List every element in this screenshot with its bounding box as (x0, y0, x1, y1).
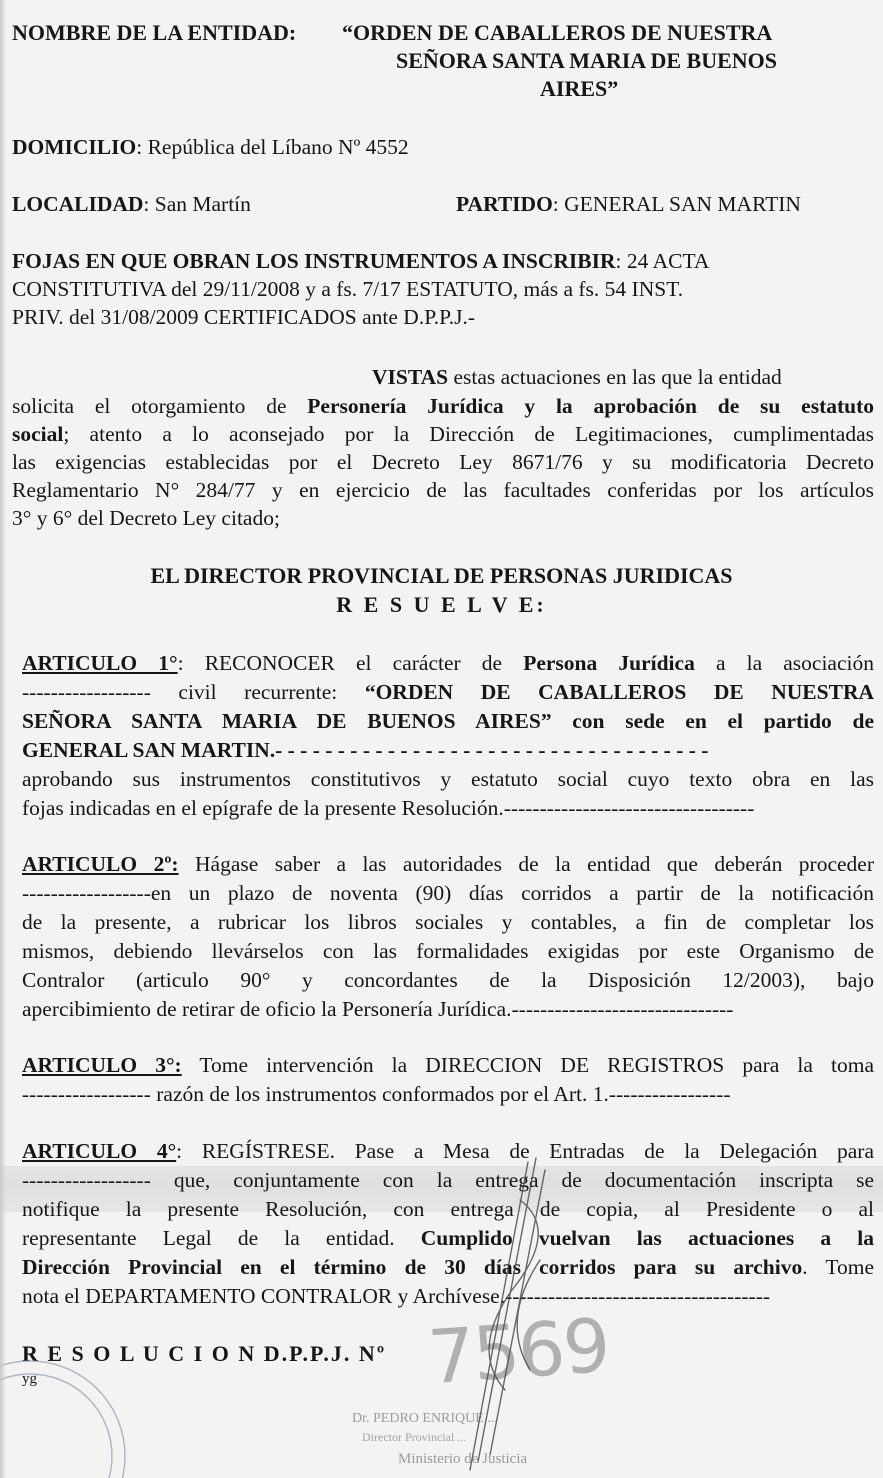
entity-label: NOMBRE DE LA ENTIDAD: (12, 20, 297, 45)
domicilio-value: : República del Líbano Nº 4552 (136, 135, 409, 159)
partido-label: PARTIDO (456, 192, 553, 216)
stamp-line2: Director Provincial ... (362, 1430, 467, 1444)
vistas-line1-text: estas actuaciones en las que la entidad (448, 365, 782, 389)
art4-line1-text: : REGÍSTRESE. Pase a Mesa de Entradas de la Delegación para (176, 1139, 874, 1163)
initials: yg (22, 1371, 37, 1387)
art1-line2-text: ------------------ civil recurrente: (22, 680, 365, 704)
art2-line2: ------------------en un plazo de noventa (90) días corridos a partir de la notificación (22, 881, 874, 905)
official-seal (0, 1346, 140, 1478)
art1-line1-bold: Persona Jurídica (523, 651, 695, 675)
art2-line3: de la presente, a rubricar los libros sociales y contables, a fin de completar los (22, 910, 874, 934)
art4-line5-text: . Tome (802, 1255, 874, 1279)
domicilio-row (12, 134, 409, 160)
art2-line1 (22, 851, 874, 877)
art2-line4: mismos, debiendo llevárselos con las formalidades exigidas por este Organismo de (22, 939, 874, 963)
entity-name-line2: SEÑORA SANTA MARIA DE BUENOS (396, 48, 778, 73)
resolucion-label: R E S O L U C I O N D.P.P.J. Nº (22, 1341, 387, 1366)
vistas-line3 (12, 421, 874, 447)
art3-line2: ------------------ razón de los instrumentos conformados por el Art. 1.----------------- (22, 1082, 731, 1106)
handwritten-resolution-number: 7569 (425, 1302, 612, 1402)
vistas-line5: Reglamentario N° 284/77 y en ejercicio de las facultades conferidas por los artículos (12, 478, 874, 502)
vistas-keyword: VISTAS (372, 365, 449, 389)
partido-value: : GENERAL SAN MARTIN (552, 192, 801, 216)
vistas-line3-text: ; atento a lo aconsejado por la Dirección de Legitimaciones, cumplimentadas (63, 422, 874, 446)
art3-line1 (22, 1052, 874, 1078)
localidad-label: LOCALIDAD (12, 192, 144, 216)
art4-line3: notifique la presente Resolución, con entrega de copia, al Presidente o al (22, 1197, 874, 1221)
art1-line6: fojas indicadas en el epígrafe de la presente Resolución.----------------------------------- (22, 796, 755, 820)
localidad-row (12, 191, 251, 217)
vistas-line3-bold: social (12, 422, 64, 446)
entity-name-line1: “ORDEN DE CABALLEROS DE NUESTRA (342, 20, 773, 45)
vistas-line2-bold: Personería Jurídica y la aprobación de su estatuto (307, 394, 875, 418)
art4-line4-bold: Cumplido vuelvan las actuaciones a la (420, 1226, 874, 1250)
art1-line1-text-b: a la asociación (694, 651, 874, 675)
art2-label: ARTICULO 2º: (22, 852, 179, 876)
entity-name-line3: AIRES” (540, 76, 619, 101)
stamp-line3: Ministerio de Justicia (398, 1451, 528, 1467)
art2-line6: apercibimiento de retirar de oficio la Personería Jurídica.------------------------------- (22, 997, 734, 1021)
art1-line4: GENERAL SAN MARTIN.- - - - - - - - - - - - - - - - - - - - - - - - - - - - - - - - - - - (22, 738, 709, 762)
art3-label: ARTICULO 3°: (22, 1053, 182, 1077)
fojas-value: : 24 ACTA (615, 249, 710, 273)
fojas-label: FOJAS EN QUE OBRAN LOS INSTRUMENTOS A INSCRIBIR (12, 249, 616, 273)
art1-line2 (22, 679, 874, 705)
vistas-line1 (372, 364, 782, 390)
localidad-value: : San Martín (143, 192, 251, 216)
art1-line1 (22, 650, 874, 676)
director-title: EL DIRECTOR PROVINCIAL DE PERSONAS JURIDICAS (150, 563, 733, 588)
fojas-row (12, 248, 709, 274)
art4-label: ARTICULO 4° (22, 1139, 177, 1163)
vistas-line2-text: solicita el otorgamiento de (12, 394, 308, 418)
art4-line2: ------------------ que, conjuntamente con la entrega de documentación inscripta se (22, 1168, 874, 1192)
art4-line6: nota el DEPARTAMENTO CONTRALOR y Archívese.------------------------------------- (22, 1284, 771, 1308)
vistas-line6: 3° y 6° del Decreto Ley citado; (12, 506, 280, 530)
art1-label: ARTICULO 1° (22, 651, 178, 675)
art2-line5: Contralor (articulo 90° y concordantes de la Disposición 12/2003), bajo (22, 968, 874, 992)
art4-line5-bold: Dirección Provincial en el término de 30 días corridos para su archivo (22, 1255, 803, 1279)
domicilio-label: DOMICILIO (12, 135, 137, 159)
partido-row (456, 191, 801, 217)
art1-line1-text-a: : RECONOCER el carácter de (177, 651, 524, 675)
fojas-line2: CONSTITUTIVA del 29/11/2008 y a fs. 7/17 ESTATUTO, más a fs. 54 INST. (12, 277, 684, 301)
art4-line4-text: representante Legal de la entidad. (22, 1226, 421, 1250)
left-edge-shadow (0, 0, 6, 1478)
art1-line5: aprobando sus instrumentos constitutivos y estatuto social cuyo texto obra en las (22, 767, 874, 791)
art3-line1-text: Tome intervención la DIRECCION DE REGISTROS para la toma (181, 1053, 874, 1077)
art1-line3: SEÑORA SANTA MARIA DE BUENOS AIRES” con sede en el partido de (22, 709, 874, 733)
fojas-line3: PRIV. del 31/08/2009 CERTIFICADOS ante D.P.P.J.- (12, 305, 475, 329)
art1-line2-bold: “ORDEN DE CABALLEROS DE NUESTRA (364, 680, 874, 704)
vistas-line4: las exigencias establecidas por el Decreto Ley 8671/76 y su modificatoria Decreto (12, 450, 874, 474)
resuelve-heading: R E S U E L V E: (336, 592, 547, 617)
stamp-line1: Dr. PEDRO ENRIQUE ... (352, 1411, 498, 1426)
vistas-line2 (12, 393, 874, 419)
art2-line1-text: Hágase saber a las autoridades de la entidad que deberán proceder (178, 852, 874, 876)
